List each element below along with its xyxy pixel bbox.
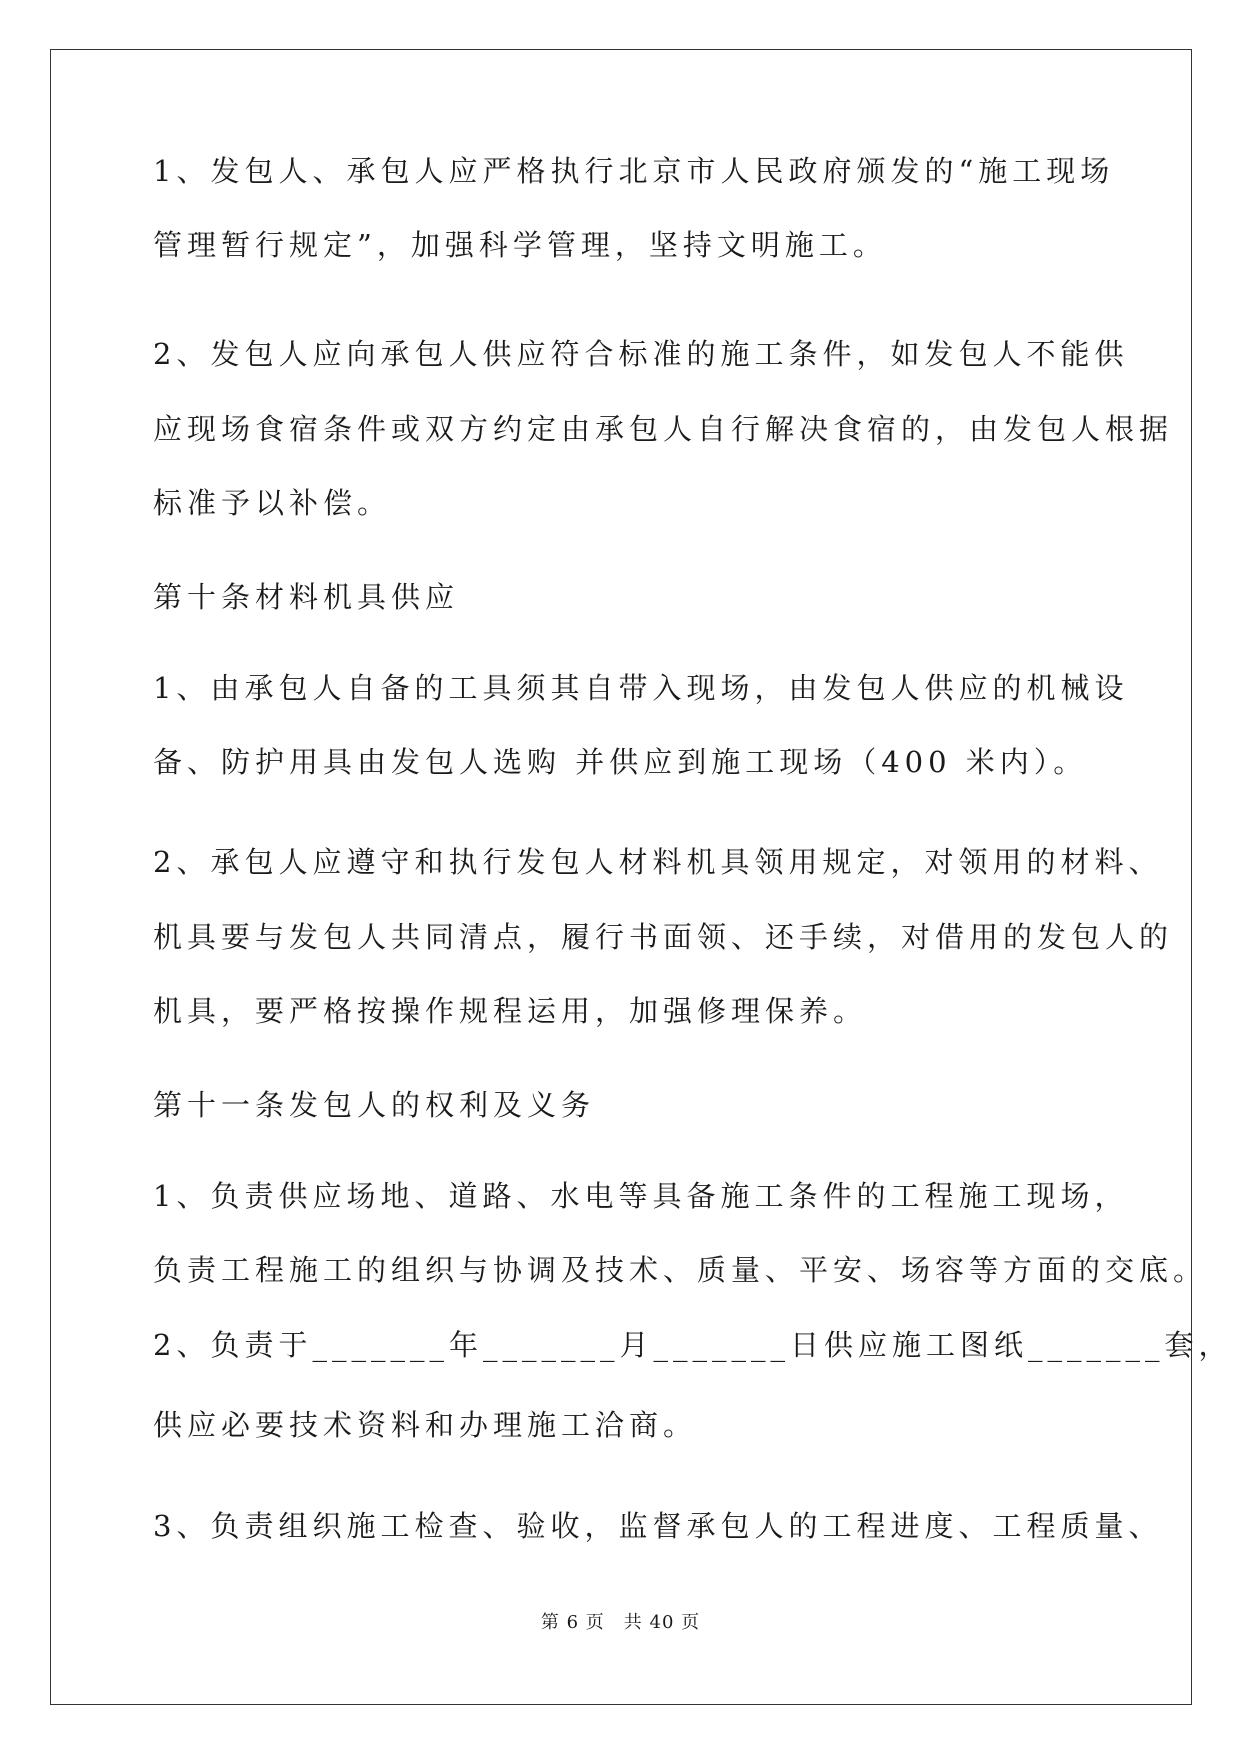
text-line: 2、承包人应遵守和执行发包人材料机具领用规定，对领用的材料、 bbox=[153, 845, 1163, 879]
text-line: 机具，要严格按操作规程运用，加强修理保养。 bbox=[153, 994, 868, 1028]
text-line: 供应必要技术资料和办理施工洽商。 bbox=[153, 1408, 698, 1442]
text-line: 管理暂行规定”，加强科学管理，坚持文明施工。 bbox=[153, 228, 887, 262]
text-line: 负责工程施工的组织与协调及技术、质量、平安、场容等方面的交底。 bbox=[153, 1253, 1208, 1287]
text-line: 1、负责供应场地、道路、水电等具备施工条件的工程施工现场， bbox=[153, 1179, 1129, 1213]
text-line: 3、负责组织施工检查、验收，监督承包人的工程进度、工程质量、 bbox=[153, 1509, 1163, 1543]
section-heading: 第十条材料机具供应 bbox=[153, 580, 460, 614]
text-line: 应现场食宿条件或双方约定由承包人自行解决食宿的，由发包人根据 bbox=[153, 412, 1174, 446]
text-line: 1、发包人、承包人应严格执行北京市人民政府颁发的“施工现场 bbox=[153, 154, 1115, 188]
text-line: 机具要与发包人共同清点，履行书面领、还手续，对借用的发包人的 bbox=[153, 920, 1174, 954]
text-line: 2、负责于_______年_______月_______日供应施工图纸_______套， bbox=[153, 1328, 1233, 1362]
section-heading: 第十一条发包人的权利及义务 bbox=[153, 1088, 596, 1122]
text-line: 2、发包人应向承包人供应符合标准的施工条件，如发包人不能供 bbox=[153, 337, 1129, 371]
text-line: 备、防护用具由发包人选购 并供应到施工现场（400 米内）。 bbox=[153, 745, 1088, 779]
text-line: 1、由承包人自备的工具须其自带入现场，由发包人供应的机械设 bbox=[153, 671, 1129, 705]
text-line: 标准予以补偿。 bbox=[153, 486, 392, 520]
page-number: 第 6 页 共 40 页 bbox=[540, 1612, 701, 1633]
